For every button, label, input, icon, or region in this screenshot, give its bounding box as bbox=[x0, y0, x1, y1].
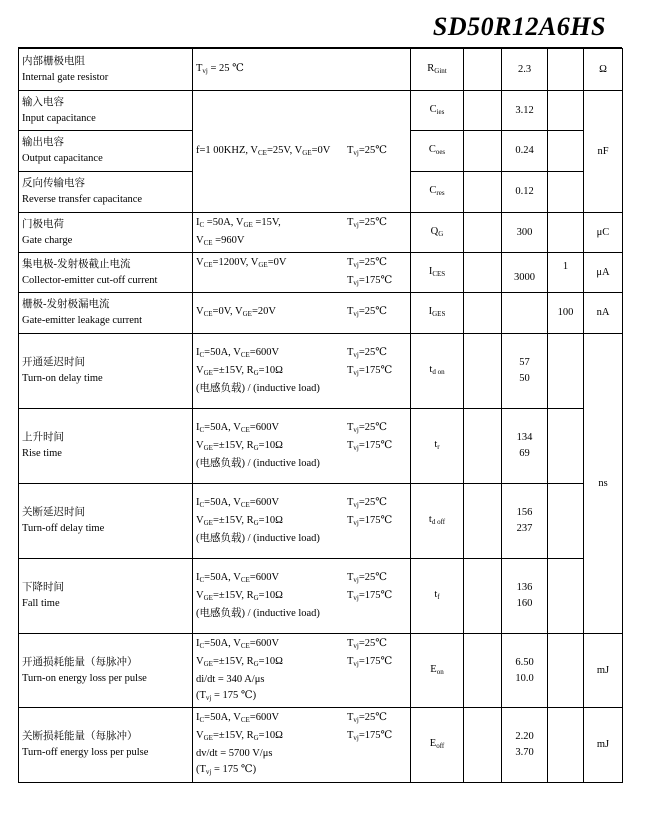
value-min bbox=[464, 559, 502, 634]
value-min bbox=[464, 634, 502, 708]
condition-text: $I_C=50A$, $V_{CE}=600V$ $V_{GE}=\pm 15V$, $R_G=10\Omega$ (电感负载) / (inductive load) bbox=[196, 422, 320, 469]
value-max bbox=[548, 91, 584, 131]
parameter-cn: 输入电容 bbox=[22, 96, 64, 108]
value-min bbox=[464, 293, 502, 334]
symbol: $t_f$ bbox=[411, 559, 464, 634]
value-typ: 0.24 bbox=[502, 131, 548, 172]
unit: mJ bbox=[584, 634, 623, 708]
value-max bbox=[548, 334, 584, 409]
value-max bbox=[548, 49, 584, 91]
value-typ: 3000 bbox=[502, 253, 548, 293]
parameter-name bbox=[19, 213, 193, 253]
parameter-name bbox=[19, 49, 193, 91]
parameter-cn: 集电极-发射极截止电流 bbox=[22, 258, 131, 270]
table-row bbox=[19, 484, 623, 559]
parameter-en: Turn-off energy loss per pulse bbox=[22, 747, 149, 758]
table-row bbox=[19, 708, 623, 783]
value-typ: 134 69 bbox=[502, 409, 548, 484]
table-row bbox=[19, 293, 623, 334]
parameter-en: Rise time bbox=[22, 448, 62, 459]
value-typ: 156 237 bbox=[502, 484, 548, 559]
symbol: $C_{res}$ bbox=[411, 172, 464, 213]
unit: nF bbox=[584, 91, 623, 213]
parameter-cn: 开通延迟时间 bbox=[22, 357, 85, 368]
part-number: SD50R12A6HS bbox=[432, 12, 606, 41]
value-max bbox=[548, 559, 584, 634]
table-row bbox=[19, 559, 623, 634]
parameter-name bbox=[19, 253, 193, 293]
condition-temp: $T_{vj}=25℃$ $T_{vj}=175℃$ bbox=[347, 422, 393, 452]
condition-cell bbox=[193, 409, 411, 484]
value-typ: 57 50 bbox=[502, 334, 548, 409]
condition-cell bbox=[193, 293, 411, 334]
value-min bbox=[464, 484, 502, 559]
parameter-en: Output capacitance bbox=[22, 153, 103, 164]
condition-temp: $T_{vj}=25℃$ $T_{vj}=175℃$ bbox=[347, 637, 393, 668]
parameter-name bbox=[19, 484, 193, 559]
symbol: $t_{d on}$ bbox=[411, 334, 464, 409]
value-max bbox=[548, 484, 584, 559]
condition-temp: $T_{vj}=25℃$ $T_{vj}=175℃$ bbox=[347, 256, 393, 287]
value-typ: 6.50 10.0 bbox=[502, 634, 548, 708]
table-row bbox=[19, 213, 623, 253]
table-row bbox=[19, 91, 623, 131]
condition-temp: $T_{vj}=25℃$ $T_{vj}=175℃$ bbox=[347, 712, 393, 742]
table-row bbox=[19, 49, 623, 91]
condition-text: $I_C=50A$, $V_{CE}=600V$ $V_{GE}=\pm 15V$, $R_G=10\Omega$ (电感负载) / (inductive load) bbox=[196, 572, 320, 619]
condition-cell bbox=[193, 708, 411, 783]
symbol: $R_{Gint}$ bbox=[411, 49, 464, 91]
value-max bbox=[548, 172, 584, 213]
value-min bbox=[464, 49, 502, 91]
condition-temp: $T_{vj}=25℃$ bbox=[347, 306, 388, 318]
parameter-cn: 栅极-发射极漏电流 bbox=[22, 299, 110, 310]
value-min bbox=[464, 253, 502, 293]
value-min bbox=[464, 131, 502, 172]
parameter-en: Gate charge bbox=[22, 234, 73, 246]
condition-cell bbox=[193, 559, 411, 634]
parameter-en: Fall time bbox=[22, 598, 60, 609]
condition-text: $I_C =50A$, $V_{GE} =15V$, $V_{CE} =960V$ bbox=[196, 216, 281, 247]
capacitance-condition: f=1 00KHZ, $V_{CE}=25V$, $V_{GE}=0V$ $T_{vj}=25℃$ bbox=[193, 91, 411, 213]
condition-temp: $T_{vj}=25℃$ $T_{vj}=175℃$ bbox=[347, 497, 393, 527]
value-typ: 3.12 bbox=[502, 91, 548, 131]
condition-text: $T_{vj} = 25$ ℃ bbox=[196, 62, 244, 75]
condition-text: $I_C=50A$, $V_{CE}=600V$ $V_{GE}=\pm 15V$, $R_G=10\Omega$ di/dt = 340 A/μs ($T_{vj} = 175$ ℃) bbox=[196, 637, 283, 702]
condition-text: $I_C=50A$, $V_{CE}=600V$ $V_{GE}=\pm 15V$, $R_G=10\Omega$ (电感负载) / (inductive load) bbox=[196, 497, 320, 544]
value-typ: 300 bbox=[502, 213, 548, 253]
condition-text: $I_C=50A$, $V_{CE}=600V$ $V_{GE}=\pm 15V$, $R_G=10\Omega$ (电感负载) / (inductive load) bbox=[196, 347, 320, 394]
parameter-en: Turn-off delay time bbox=[22, 523, 105, 534]
value-max bbox=[548, 213, 584, 253]
parameter-en: Input capacitance bbox=[22, 112, 96, 124]
value-max bbox=[548, 131, 584, 172]
condition-text: $V_{CE}=1200V$, $V_{GE}=0V$ bbox=[196, 256, 287, 269]
parameter-name bbox=[19, 334, 193, 409]
symbol: $C_{oes}$ bbox=[411, 131, 464, 172]
table-row bbox=[19, 634, 623, 708]
parameter-name bbox=[19, 559, 193, 634]
unit: μA bbox=[584, 253, 623, 293]
parameter-en: Internal gate resistor bbox=[22, 71, 109, 83]
parameter-name bbox=[19, 293, 193, 334]
unit: Ω bbox=[584, 49, 623, 91]
value-min bbox=[464, 91, 502, 131]
symbol: $I_{GES}$ bbox=[411, 293, 464, 334]
condition-temp bbox=[347, 61, 407, 79]
parameter-cn: 上升时间 bbox=[22, 432, 64, 443]
electrical-characteristics-table bbox=[18, 48, 623, 783]
unit: nA bbox=[584, 293, 623, 334]
parameter-name bbox=[19, 91, 193, 131]
symbol: $I_{CES}$ bbox=[411, 253, 464, 293]
symbol: $Q_G$ bbox=[411, 213, 464, 253]
value-typ: 2.20 3.70 bbox=[502, 708, 548, 783]
parameter-cn: 关断损耗能量（每脉冲） bbox=[22, 731, 138, 742]
parameter-name bbox=[19, 131, 193, 172]
condition-cell bbox=[193, 253, 411, 293]
symbol: $t_{d off}$ bbox=[411, 484, 464, 559]
parameter-cn: 门极电荷 bbox=[22, 218, 64, 230]
parameter-name bbox=[19, 409, 193, 484]
condition-cell bbox=[193, 634, 411, 708]
parameter-name bbox=[19, 634, 193, 708]
condition-cell bbox=[193, 334, 411, 409]
value-min bbox=[464, 334, 502, 409]
value-min bbox=[464, 213, 502, 253]
parameter-cn: 关断延迟时间 bbox=[22, 507, 85, 518]
unit: μC bbox=[584, 213, 623, 253]
parameter-en: Collector-emitter cut-off current bbox=[22, 274, 158, 286]
value-max bbox=[548, 409, 584, 484]
value-max: 100 bbox=[548, 293, 584, 334]
unit: ns bbox=[584, 334, 623, 634]
table-row bbox=[19, 253, 623, 293]
condition-cell bbox=[193, 213, 411, 253]
value-max bbox=[548, 634, 584, 708]
condition-text: $V_{CE}=0V$, $V_{GE}=20V$ bbox=[196, 306, 276, 318]
parameter-cn: 下降时间 bbox=[22, 582, 64, 593]
parameter-cn: 输出电容 bbox=[22, 137, 64, 148]
condition-cell bbox=[193, 484, 411, 559]
symbol: $t_r$ bbox=[411, 409, 464, 484]
symbol: $E_{off}$ bbox=[411, 708, 464, 783]
value-typ: 136 160 bbox=[502, 559, 548, 634]
parameter-en: Turn-on delay time bbox=[22, 373, 103, 384]
parameter-name bbox=[19, 172, 193, 213]
parameter-name bbox=[19, 708, 193, 783]
symbol: $C_{ies}$ bbox=[411, 91, 464, 131]
table-row bbox=[19, 409, 623, 484]
unit: mJ bbox=[584, 708, 623, 783]
value-typ: 0.12 bbox=[502, 172, 548, 213]
condition-text: $I_C=50A$, $V_{CE}=600V$ $V_{GE}=\pm 15V$, $R_G=10\Omega$ dv/dt = 5700 V/μs ($T_{vj} = 175$ ℃) bbox=[196, 712, 283, 776]
value-typ bbox=[502, 293, 548, 334]
condition-temp: $T_{vj}=25℃$ $T_{vj}=175℃$ bbox=[347, 347, 393, 377]
condition-temp: $T_{vj}=25℃$ bbox=[347, 216, 388, 229]
parameter-cn: 反向传输电容 bbox=[22, 178, 85, 189]
condition-temp: $T_{vj}=25℃$ $T_{vj}=175℃$ bbox=[347, 572, 393, 602]
table-row bbox=[19, 334, 623, 409]
parameter-en: Reverse transfer capacitance bbox=[22, 194, 143, 205]
symbol: $E_{on}$ bbox=[411, 634, 464, 708]
parameter-en: Gate-emitter leakage current bbox=[22, 315, 143, 326]
parameter-cn: 开通损耗能量（每脉冲） bbox=[22, 656, 138, 668]
value-min bbox=[464, 172, 502, 213]
value-max: 1 bbox=[548, 253, 584, 293]
parameter-en: Turn-on energy loss per pulse bbox=[22, 672, 147, 684]
parameter-cn: 内部栅极电阻 bbox=[22, 55, 85, 67]
value-min bbox=[464, 409, 502, 484]
value-typ: 2.3 bbox=[502, 49, 548, 91]
value-min bbox=[464, 708, 502, 783]
value-max bbox=[548, 708, 584, 783]
condition-cell bbox=[193, 49, 411, 91]
